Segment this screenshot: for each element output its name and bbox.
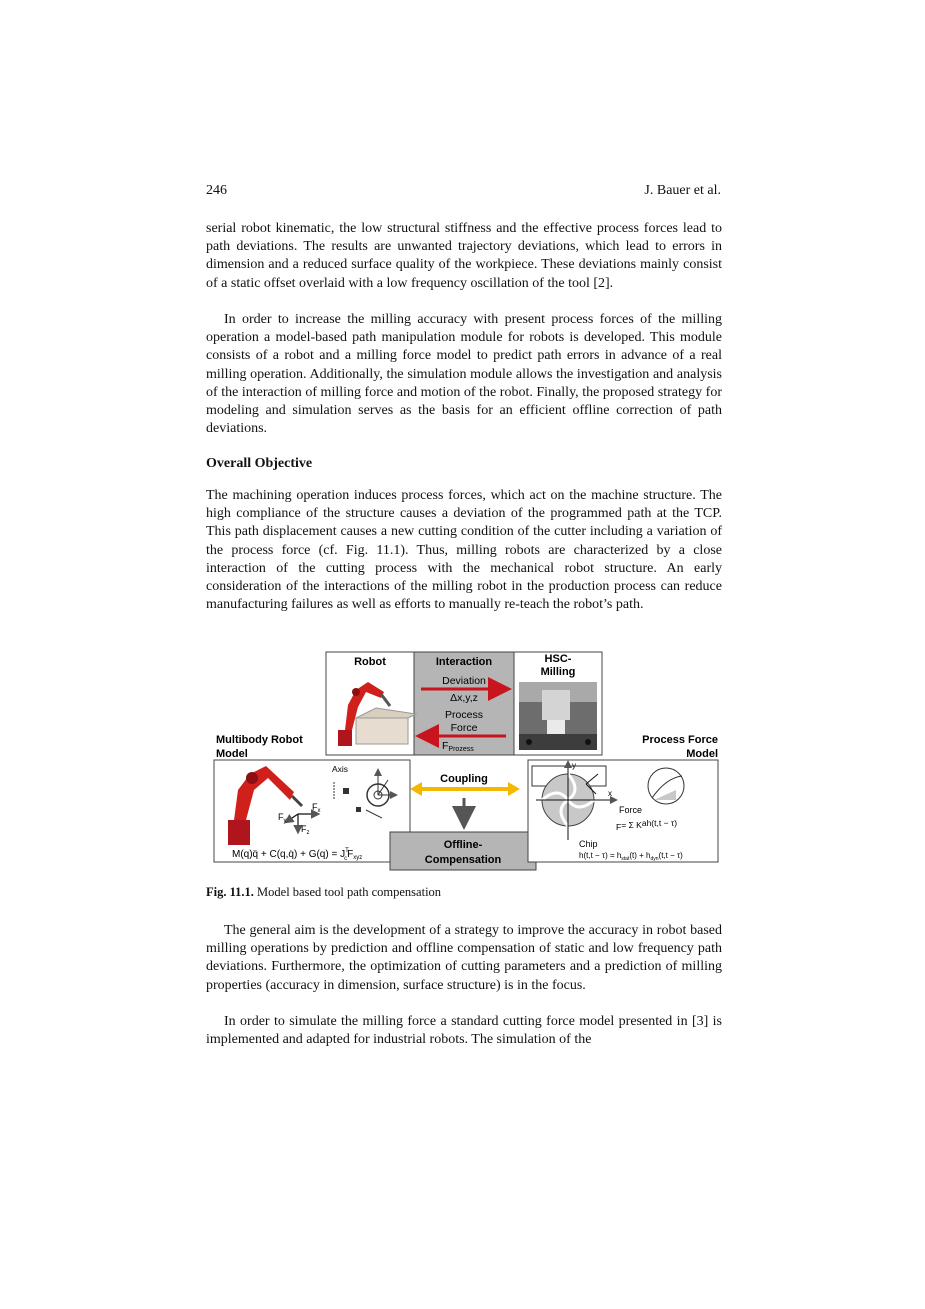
dynamics-equation: M(q)q̈ + C(q,q̇) + $G(q) = J^T$ $cF_{xyz}$ [232,848,363,862]
hsc-label-1: HSC- [544,653,572,665]
paragraph-4: The general aim is the development of a strategy to improve the accuracy in robot based milling operations by prediction and offline compensation of static and low frequency path deviations. Furthermore, the optimization of cutting parameters and a prediction of milling properties (accuracy in dimension, surface structure) is in the focus. [206,923,722,993]
multibody-label-1: Multibody Robot [216,734,303,746]
deviation-symbol: Δx,y,z [450,692,478,704]
paragraph-1: serial robot kinematic, the low structural stiffness and the effective process forces lead to path deviations. The results are unwanted trajectory deviations, which lead to errors in dimension and a reduced surface quality of the workpiece. These deviations mainly consist of a static offset overlaid with a low frequency oscillation of the tool [2]. [206,221,722,291]
offline-label-2: Compensation [424,854,502,866]
figure-diagram [206,650,722,872]
process-force-label-2: Model [686,748,718,760]
section-heading: Overall Objective [206,456,313,471]
paragraph-2: In order to increase the milling accuracy with present process forces of the milling operation a model-based path manipulation module for robots is developed. This module consists of a robot and a milling force model to predict path errors in advance of a real milling operation. Additionally, the simulation module allows the investigation and analysis of the interaction of milling force and motion of the robot. Finally, the proposed strategy for modeling and simulation serves as the basis for an efficient offline correction of path deviations. [206,312,722,437]
fz-label: $F_z$ [301,824,310,836]
offline-label-1: Offline- [443,839,483,851]
force-label: Force [450,722,478,734]
running-header-authors: J. Bauer et al. [644,183,721,198]
fy-label: $F_y$ [278,812,287,824]
paragraph-5: In order to simulate the milling force a standard cutting force model presented in [3] is implemented and adapted for industrial robots. The simulation of the [206,1014,722,1048]
chip-formula: $h(t,t - \tau) = h_{stat}(t) + h_{dyn}(t,t - \tau)$ [579,851,683,862]
figure-caption [206,885,441,900]
caption-label: Fig. 11.1. [206,885,254,899]
coupling-label: Coupling [440,773,488,785]
chip-text: Chip [579,839,598,849]
svg-text:y: y [572,761,576,770]
page-number: 246 [206,183,227,198]
multibody-label-2: Model [216,748,248,760]
figure-11-1 [206,650,722,872]
deviation-label: Deviation [442,675,486,687]
f-prozess-label: FProzess [442,740,474,753]
force-text: Force [619,805,643,815]
process-force-label-1: Process Force [642,734,718,746]
fx-label: $F_x$ [312,802,321,814]
svg-text:x: x [608,789,612,798]
interaction-label: Interaction [435,656,493,668]
robot-label: Robot [354,656,386,668]
process-label: Process [445,709,483,721]
svg-text:Axis: Axis [332,764,349,774]
paragraph-3: The machining operation induces process forces, which act on the machine structure. The high compliance of the structure causes a deviation of the programmed path at the TCP. This path displacement causes a new cutting condition of the cutter including a variation of the process force (cf. Fig. 11.1). Thus, milling robots are characterized by a close interaction of the cutting process with the mechanical robot structure. An early consideration of the interactions of the milling robot in the production process can reduce manufacturing failures as well as efforts to manually re-teach the robot’s path. [206,488,722,613]
hsc-milling-photo [519,682,597,750]
hsc-label-2: Milling [540,666,576,678]
force-formula: F= Σ Kah(t,t − τ) [616,818,678,832]
caption-text: Model based tool path compensation [257,885,442,899]
